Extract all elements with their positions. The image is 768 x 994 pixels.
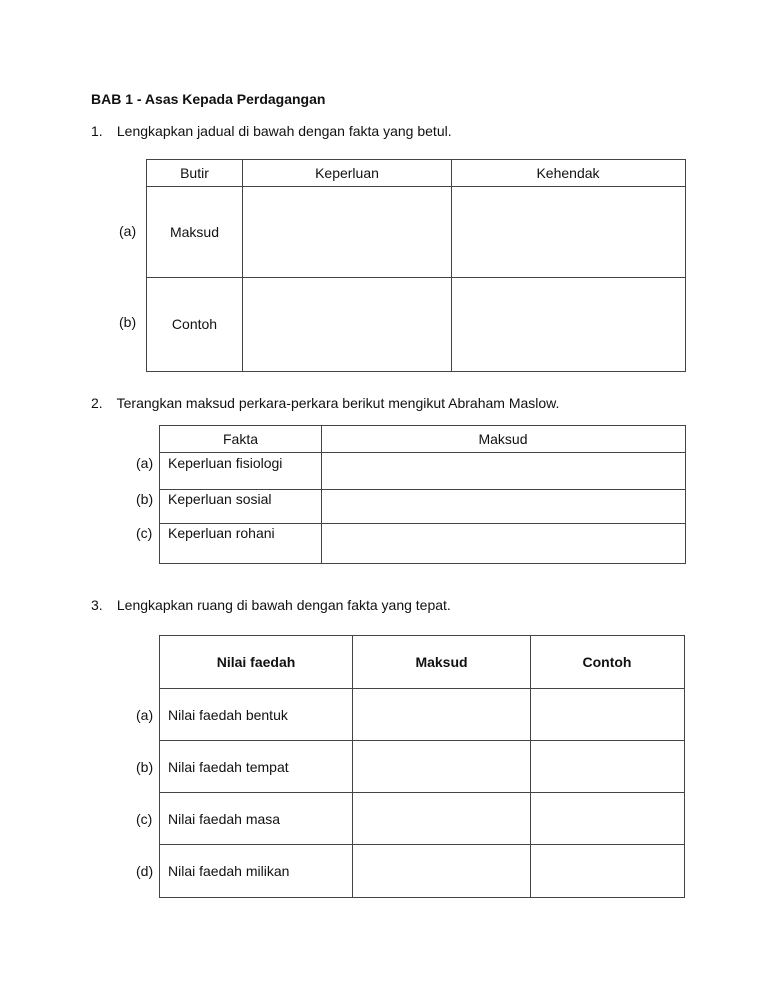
table-2-row-label: (c) bbox=[136, 525, 153, 541]
question-1-number: 1. bbox=[91, 123, 103, 139]
table-3-answer-cell[interactable] bbox=[531, 689, 683, 740]
table-1-row-label: (a) bbox=[119, 223, 137, 239]
table-3-answer-cell[interactable] bbox=[531, 741, 683, 792]
table-1-header-keperluan: Keperluan bbox=[315, 165, 379, 181]
table-3-answer-cell[interactable] bbox=[353, 793, 530, 844]
table-1-row-item: Contoh bbox=[171, 316, 218, 332]
table-3-row-label: (c) bbox=[136, 811, 153, 827]
table-2-header-maksud: Maksud bbox=[478, 431, 528, 447]
table-3-answer-cell[interactable] bbox=[353, 689, 530, 740]
table-1-header-kehendak: Kehendak bbox=[536, 165, 600, 181]
table-3-header-maksud: Maksud bbox=[415, 654, 468, 670]
question-1-text: Lengkapkan jadual di bawah dengan fakta yang betul. bbox=[116, 123, 452, 139]
table-2-row-item: Keperluan rohani bbox=[168, 525, 275, 541]
table-3-answer-cell[interactable] bbox=[353, 845, 530, 896]
table-1-answer-cell[interactable] bbox=[452, 278, 684, 370]
table-3-header-nilai-faedah: Nilai faedah bbox=[216, 654, 296, 670]
question-2 bbox=[91, 395, 559, 411]
question-3 bbox=[91, 597, 451, 613]
question-1 bbox=[91, 123, 452, 139]
table-1-row-label: (b) bbox=[119, 314, 137, 330]
question-2-number: 2. bbox=[91, 395, 103, 411]
table-3-answer-cell[interactable] bbox=[353, 741, 530, 792]
table-3-row-item: Nilai faedah bentuk bbox=[168, 707, 288, 723]
table-3-row-item: Nilai faedah tempat bbox=[168, 759, 289, 775]
table-3-answer-cell[interactable] bbox=[531, 845, 683, 896]
table-3-header-contoh: Contoh bbox=[582, 654, 632, 670]
table-2-row-label: (a) bbox=[136, 455, 154, 471]
table-2-row-item: Keperluan sosial bbox=[168, 491, 272, 507]
table-2-answer-cell[interactable] bbox=[322, 490, 684, 523]
table-1-header-butir: Butir bbox=[180, 165, 209, 181]
table-2-header-fakta: Fakta bbox=[222, 431, 258, 447]
table-3-answer-cell[interactable] bbox=[531, 793, 683, 844]
table-3-row-item: Nilai faedah milikan bbox=[168, 863, 290, 879]
table-2-answer-cell[interactable] bbox=[322, 453, 684, 489]
table-2-answer-cell[interactable] bbox=[322, 524, 684, 562]
table-3-row-label: (a) bbox=[136, 707, 154, 723]
question-3-number: 3. bbox=[91, 597, 103, 613]
page-title: BAB 1 - Asas Kepada Perdagangan bbox=[91, 91, 326, 107]
question-2-text: Terangkan maksud perkara-perkara berikut mengikut Abraham Maslow. bbox=[116, 395, 560, 411]
table-3-row-item: Nilai faedah masa bbox=[168, 811, 281, 827]
table-2-row-item: Keperluan fisiologi bbox=[168, 455, 283, 471]
table-2-row-label: (b) bbox=[136, 491, 154, 507]
table-1-answer-cell[interactable] bbox=[243, 278, 451, 370]
table-1-answer-cell[interactable] bbox=[243, 187, 451, 277]
question-3-text: Lengkapkan ruang di bawah dengan fakta yang tepat. bbox=[116, 597, 451, 613]
table-1-answer-cell[interactable] bbox=[452, 187, 684, 277]
table-3-row-label: (d) bbox=[136, 863, 154, 879]
table-1-row-item: Maksud bbox=[169, 224, 220, 240]
table-3-row-label: (b) bbox=[136, 759, 154, 775]
